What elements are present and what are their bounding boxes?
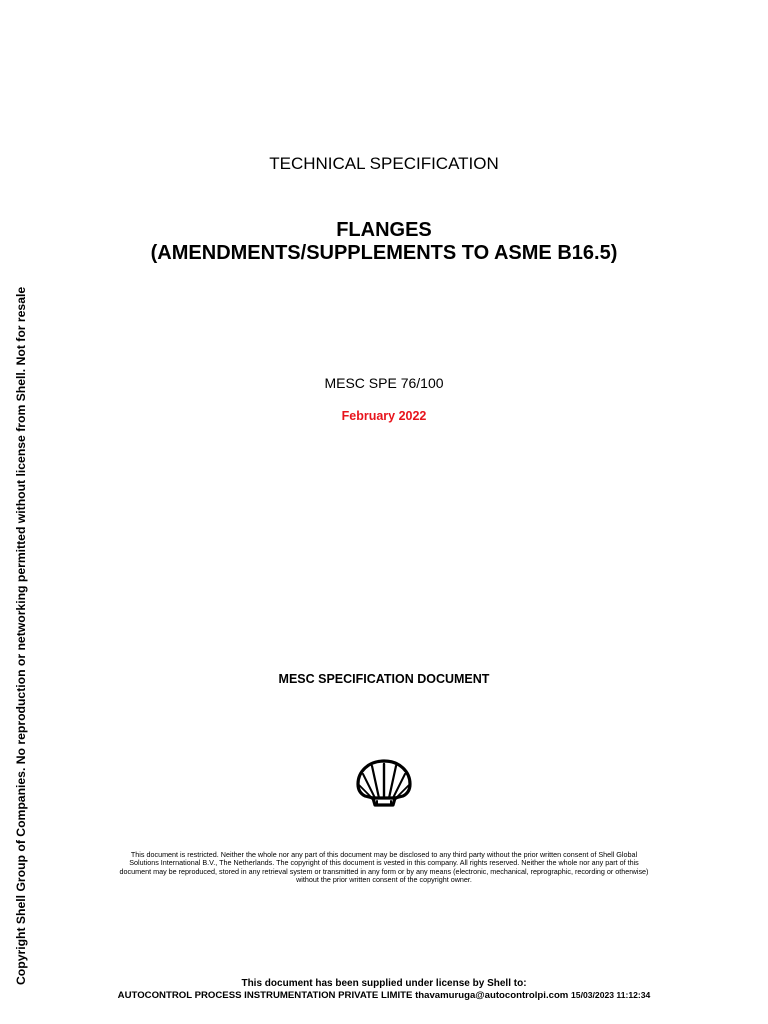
restriction-line: Solutions International B.V., The Netherlands. The copyright of this document is vested in this company. All rights reserved. Neither the whole nor any part of this [129, 858, 639, 868]
document-title-line2: (AMENDMENTS/SUPPLEMENTS TO ASME B16.5) [150, 242, 618, 264]
document-classification: MESC SPECIFICATION DOCUMENT [278, 672, 490, 686]
document-number: MESC SPE 76/100 [324, 375, 444, 391]
document-date: February 2022 [341, 409, 427, 423]
document-title-line1: FLANGES [336, 219, 432, 241]
restriction-line: without the prior written consent of the copyright owner. [296, 875, 472, 885]
restriction-line: This document is restricted. Neither the whole nor any part of this document may be disclosed to any third party without the prior written consent of Shell Global [130, 850, 638, 859]
licensee-name: AUTOCONTROL PROCESS INSTRUMENTATION PRIVATE LIMITE thavamuruga@autocontrolpi.com [117, 990, 569, 1001]
shell-pecten-logo-icon [355, 758, 413, 810]
restriction-line: document may be reproduced, stored in any retrieval system or transmitted in any form or by any means (electronic, mechanical, reprographic, recording or otherwise) [119, 866, 649, 876]
licensee-line [0, 990, 768, 1001]
license-statement: This document has been supplied under license by Shell to: [241, 978, 527, 989]
side-copyright-notice: Copyright Shell Group of Companies. No reproduction or networking permitted without license from Shell. Not for resale [14, 286, 28, 985]
document-type: TECHNICAL SPECIFICATION [269, 154, 499, 173]
restriction-notice [94, 851, 674, 885]
license-timestamp: 15/03/2023 11:12:34 [571, 990, 651, 1000]
